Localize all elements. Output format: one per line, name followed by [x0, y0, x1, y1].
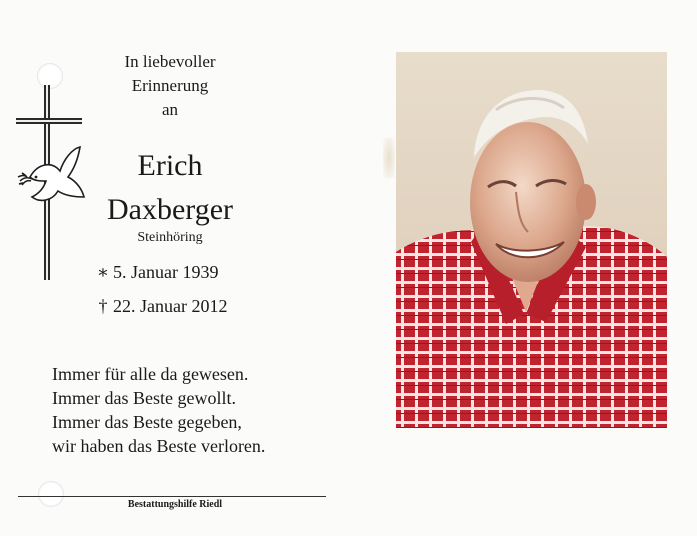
- funeral-home-name: Bestattungshilfe Riedl: [127, 499, 223, 510]
- birth-symbol: ∗: [96, 262, 110, 282]
- death-date: 22. Januar 2012: [113, 296, 228, 316]
- poem-line: Immer für alle da gewesen.: [52, 364, 249, 384]
- first-name: Erich: [137, 149, 203, 182]
- footer-divider: [18, 496, 326, 497]
- birth-date: 5. Januar 1939: [113, 262, 219, 282]
- paper-crease: [383, 138, 395, 178]
- poem-line: wir haben das Beste verloren.: [52, 436, 266, 456]
- intro-line: In liebevoller: [124, 52, 216, 71]
- portrait-photo: [396, 52, 667, 428]
- last-name: Daxberger: [106, 193, 234, 226]
- poem-line: Immer das Beste gewollt.: [52, 388, 236, 408]
- intro-line: Erinnerung: [131, 76, 209, 95]
- death-date-line: [95, 296, 255, 317]
- intro-text: [100, 50, 240, 122]
- death-symbol: †: [98, 296, 108, 316]
- punch-hole-bottom: [38, 481, 64, 507]
- place-name: Steinhöring: [137, 230, 203, 245]
- poem-line: Immer das Beste gegeben,: [52, 412, 242, 432]
- photo-panel: [350, 0, 697, 536]
- portrait-illustration: [396, 52, 667, 428]
- cross-icon: [12, 85, 92, 285]
- dove-icon: [18, 147, 84, 200]
- intro-line: an: [161, 100, 179, 119]
- poem: [52, 362, 342, 458]
- birth-date-line: [95, 262, 255, 283]
